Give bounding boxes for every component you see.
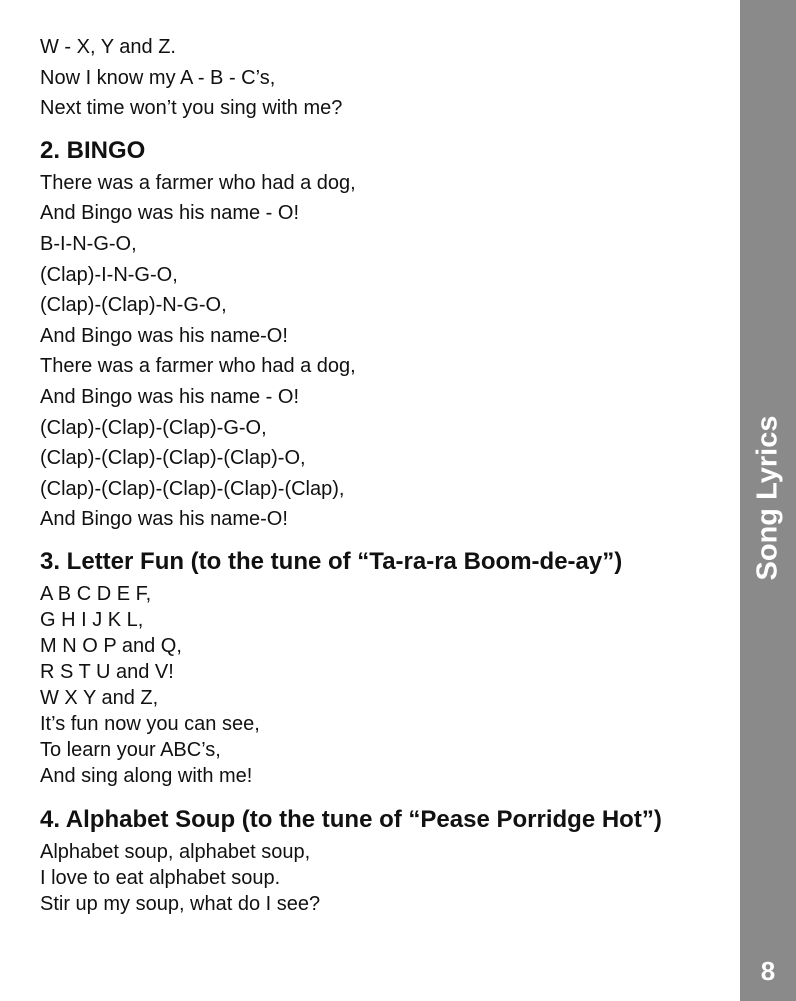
lyric-line: G H I J K L, (40, 608, 144, 631)
alphabet-soup-lyrics (40, 839, 730, 917)
lyric-line: And sing along with me! (40, 764, 253, 787)
song-title-alphabet-soup: 4. Alphabet Soup (to the tune of “Pease Porridge Hot”) (40, 805, 662, 833)
song-title-bingo: 2. BINGO (40, 136, 146, 164)
abc-song-ending (40, 32, 730, 124)
lyric-line: There was a farmer who had a dog, (40, 171, 356, 194)
lyric-line: And Bingo was his name-O! (40, 508, 288, 531)
lyric-line: (Clap)-(Clap)-(Clap)-(Clap)-(Clap), (40, 477, 345, 500)
lyric-line: A B C D E F, (40, 582, 152, 605)
lyric-line: Alphabet soup, alphabet soup, (40, 840, 311, 863)
lyric-line: Stir up my soup, what do I see? (40, 892, 321, 915)
lyric-line: (Clap)-(Clap)-(Clap)-(Clap)-O, (40, 447, 306, 470)
lyric-line: I love to eat alphabet soup. (40, 866, 281, 889)
lyric-line: (Clap)-I-N-G-O, (40, 263, 178, 286)
lyric-line: (Clap)-(Clap)-N-G-O, (40, 294, 227, 317)
lyric-line: And Bingo was his name-O! (40, 324, 288, 347)
lyric-line: There was a farmer who had a dog, (40, 355, 356, 378)
lyric-line: Next time won’t you sing with me? (40, 97, 343, 120)
lyric-line: Now I know my A - B - C’s, (40, 66, 276, 89)
lyric-line: W - X, Y and Z. (40, 36, 176, 58)
lyric-line: To learn your ABC’s, (40, 738, 221, 761)
lyric-line: W X Y and Z, (40, 686, 159, 709)
bingo-lyrics (40, 168, 730, 535)
lyric-line: M N O P and Q, (40, 634, 182, 657)
lyric-line: B-I-N-G-O, (40, 232, 137, 255)
lyric-line: And Bingo was his name - O! (40, 385, 300, 408)
page-number: 8 (760, 956, 776, 986)
lyric-line: (Clap)-(Clap)-(Clap)-G-O, (40, 416, 267, 439)
section-tab-label: Song Lyrics (751, 415, 784, 581)
song-title-letter-fun: 3. Letter Fun (to the tune of “Ta-ra-ra Boom-de-ay”) (40, 547, 623, 575)
letter-fun-lyrics (40, 581, 730, 789)
lyric-line: And Bingo was his name - O! (40, 202, 300, 225)
page-content (40, 32, 730, 917)
lyric-line: R S T U and V! (40, 660, 174, 683)
lyric-line: It’s fun now you can see, (40, 712, 260, 735)
